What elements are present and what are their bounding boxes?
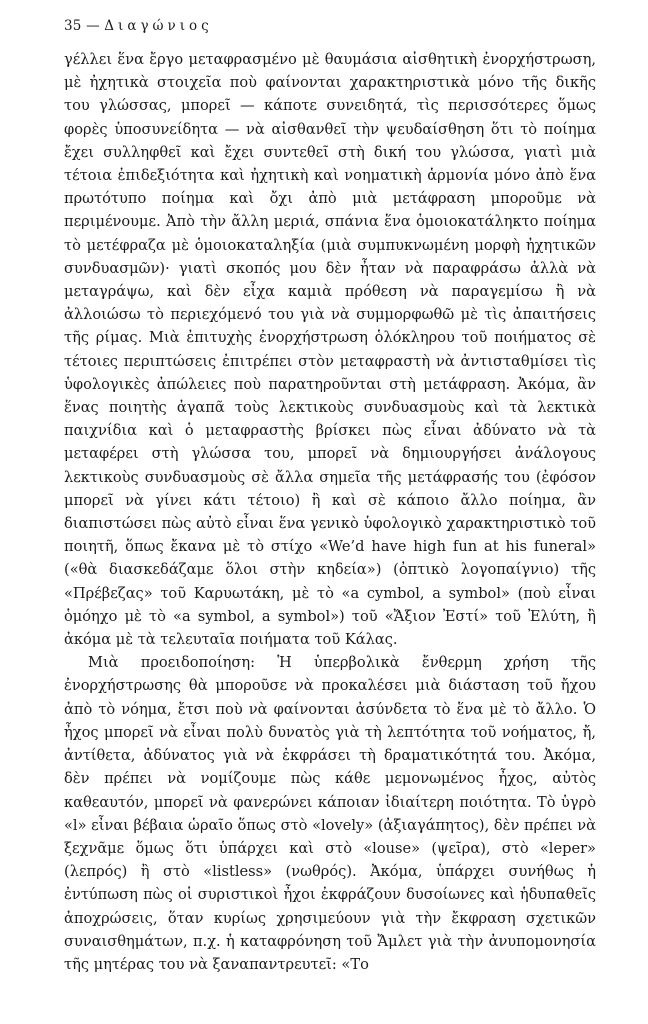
page: [64, 18, 596, 976]
running-head-title: Διαγώνιος: [104, 18, 213, 34]
page-number: 35: [64, 18, 82, 34]
running-head-separator: —: [86, 18, 100, 34]
paragraph-1: γέλλει ἕνα ἔργο μεταφρασμένο μὲ θαυμάσια αἰσθητικὴ ἐνορχήστρωση, μὲ ἠχητικὰ στοιχεῖα ποὺ φαίνονται χαρακτηριστικὰ μόνο τῆς δικῆς του γλώσσας, μπορεῖ — κάποτε συνειδητά, τὶς περισσότερες ὅμως φορὲς ὑποσυνείδητα — νὰ αἰσθανθεῖ τὴν ψευδαίσθηση ὅτι τὸ ποίημα ἔχει συλληφθεῖ καὶ ἔχει συντεθεῖ στὴ δική του γλώσσα, γιατὶ μιὰ τέτοια ἐπιδεξιότητα καὶ ἠχητικὴ καὶ νοηματικὴ ἁρμονία μόνο ἀπὸ ἕνα πρωτότυπο ποίημα καὶ ὄχι ἀπὸ μιὰ μετάφραση μποροῦμε νὰ περιμένουμε. Ἀπὸ τὴν ἄλλη μεριά, σπάνια ἕνα ὁμοιοκατάληκτο ποίημα τὸ μετέφραζα μὲ ὁμοιοκαταληξία (μιὰ συμπυκνωμένη μορφὴ ἠχητικῶν συνδυασμῶν)· γιατὶ σκοπός μου δὲν ἦταν νὰ παραφράσω ἀλλὰ νὰ μεταγράψω, καὶ δὲν εἶχα καμιὰ πρόθεση νὰ παραγεμίσω ἢ νὰ ἀλλοιώσω τὸ περιεχόμενό του γιὰ νὰ συμμορφωθῶ μὲ τὶς ἀπαιτήσεις τῆς ρίμας. Μιὰ ἐπιτυχὴς ἐνορχήστρωση ὁλόκληρου τοῦ ποιήματος σὲ τέτοιες περιπτώσεις ἐπιτρέπει στὸν μεταφραστὴ νὰ ἀντισταθμίσει τὶς ὑφολογικὲς ἀπώλειες ποὺ παρατηροῦνται στὴ μετάφραση. Ἀκόμα, ἂν ἕνας ποιητὴς ἀγαπᾶ τοὺς λεκτικοὺς συνδυασμοὺς καὶ τὰ λεκτικὰ παιχνίδια καὶ ὁ μεταφραστὴς βρίσκει πὼς εἶναι ἀδύνατο νὰ τὰ μεταφέρει στὴ γλώσσα του, μπορεῖ νὰ δημιουργήσει ἀνάλογους λεκτικοὺς συνδυασμοὺς σὲ ἄλλα σημεῖα τῆς μετάφρασής του (ἐφόσον μπορεῖ νὰ γίνει κάτι τέτοιο) ἢ καὶ σὲ κάποιο ἄλλο ποίημα, ἂν διαπιστώσει πὼς αὐτὸ εἶναι ἕνα γενικὸ ὑφολογικὸ χαρακτηριστικὸ τοῦ ποιητῆ, ὅπως ἔκανα μὲ τὸ στίχο «We’d have high fun at his funeral» («θὰ διασκεδάζαμε ὅλοι στὴν κηδεία») (ὀπτικὸ λογοπαίγνιο) τῆς «Πρέβεζας» τοῦ Καρυωτάκη, μὲ τὸ «a cymbol, a symbol» (ποὺ εἶναι ὁμόηχο μὲ τὸ «a symbol, a symbol») τοῦ «Ἄξιον Ἐστί» τοῦ Ἐλύτη, ἢ ἀκόμα μὲ τὰ τελευταῖα ποιήματα τοῦ Κάλας.: [64, 51, 596, 649]
running-head: [64, 18, 596, 36]
paragraph-2: Μιὰ προειδοποίηση: Ἡ ὑπερβολικὰ ἔνθερμη χρήση τῆς ἐνορχήστρωσης θὰ μποροῦσε νὰ προκαλέσει μιὰ διάσταση τοῦ ἤχου ἀπὸ τὸ νόημα, ἔτσι ποὺ νὰ φαίνονται ἀσύνδετα τὸ ἕνα μὲ τὸ ἄλλο. Ὁ ἦχος μπορεῖ νὰ εἶναι πολὺ δυνατὸς γιὰ τὴ λεπτότητα τοῦ νοήματος, ἤ, ἀντίθετα, ἀδύνατος γιὰ νὰ ἐκφράσει τὴ δραματικότητά του. Ἀκόμα, δὲν πρέπει νὰ νομίζουμε πὼς κάθε μεμονωμένος ἦχος, αὐτὸς καθεαυτόν, μπορεῖ νὰ φανερώνει κάποιαν ἰδιαίτερη ποιότητα. Τὸ ὑγρὸ «l» εἶναι βέβαια ὡραῖο ὅπως στὸ «lovely» (ἀξιαγάπητος), δὲν πρέπει νὰ ξεχνᾶμε ὅμως ὅτι ὑπάρχει καὶ στὸ «louse» (ψεῖρα), στὸ «leper» (λεπρός) ἢ στὸ «listless» (νωθρός). Ἀκόμα, ὑπάρχει συνήθως ἡ ἐντύπωση πὼς οἱ συριστικοὶ ἦχοι ἐκφράζουν δυσοίωνες καὶ ἡδυπαθεῖς ἀποχρώσεις, ὅταν κυρίως χρησιμεύουν γιὰ τὴν ἔκφραση σχετικῶν συναισθημάτων, π.χ. ἡ καταφρόνηση τοῦ Ἄμλετ γιὰ τὴν ἀνυπομονησία τῆς μητέρας του νὰ ξαναπαντρευτεῖ: «Το: [64, 654, 596, 973]
